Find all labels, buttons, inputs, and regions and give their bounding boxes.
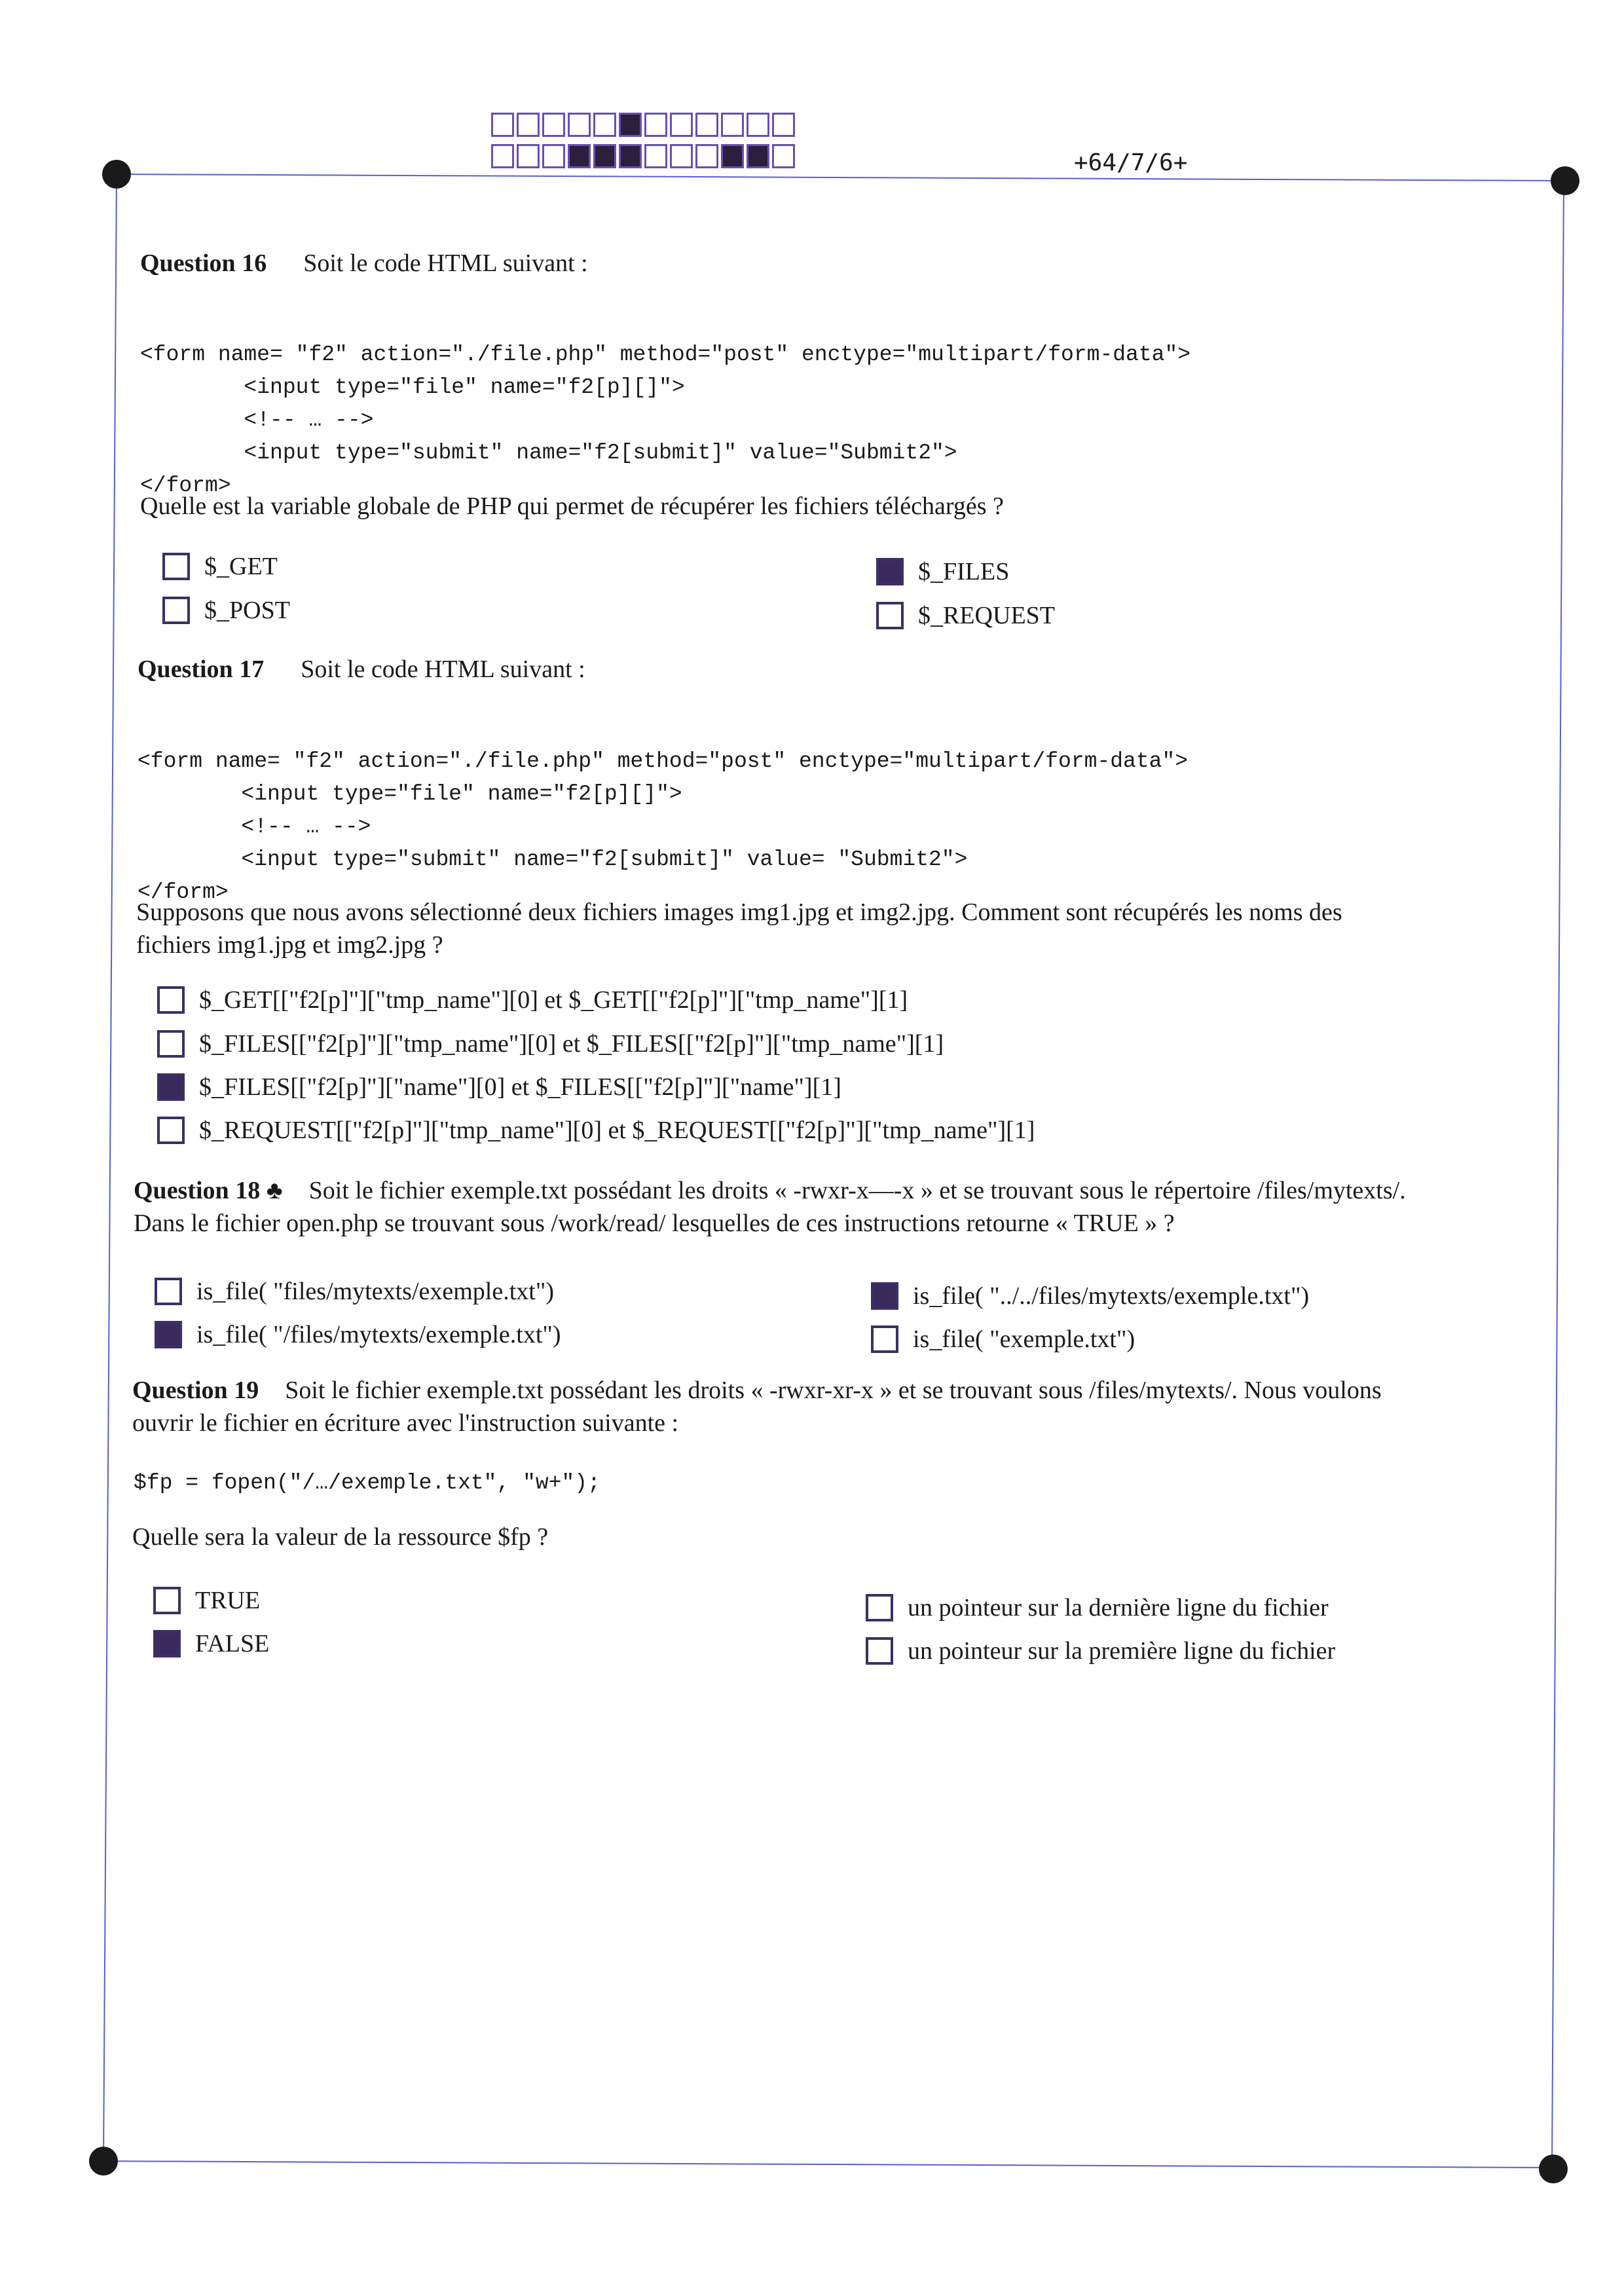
code-line: </form>: [138, 880, 229, 904]
answer-label: is_file( "exemple.txt"): [913, 1325, 1135, 1353]
id-box: [491, 113, 514, 137]
corner-marker-bottom-left: [89, 2147, 118, 2176]
q16-answer[interactable]: [876, 601, 1055, 630]
checkbox[interactable]: [162, 597, 190, 624]
answer-label: TRUE: [195, 1587, 261, 1614]
code-line: <input type="submit" name="f2[submit]" value= "Submit2">: [138, 847, 968, 872]
question-19-code: $fp = fopen("/…/exemple.txt", "w+");: [134, 1471, 600, 1495]
question-17-intro: Soit le code HTML suivant :: [301, 656, 585, 683]
question-16-title: Question 16: [140, 250, 267, 277]
id-box: [517, 144, 540, 168]
id-box: [747, 144, 769, 168]
id-box: [644, 144, 667, 168]
checkbox[interactable]: [871, 1325, 898, 1353]
q17-answer[interactable]: [157, 986, 908, 1014]
q18-answer[interactable]: [871, 1282, 1309, 1310]
q16-answer[interactable]: [162, 596, 290, 625]
answer-label: un pointeur sur la première ligne du fichier: [908, 1637, 1336, 1665]
checkbox[interactable]: [155, 1278, 182, 1305]
checkbox[interactable]: [871, 1282, 898, 1310]
id-box: [568, 113, 591, 137]
q19-answer[interactable]: [153, 1586, 260, 1615]
id-box: [619, 144, 642, 168]
answer-label: is_file( "files/mytexts/exemple.txt"): [196, 1278, 555, 1305]
question-17-line2: fichiers img1.jpg et img2.jpg ?: [136, 931, 443, 959]
id-box: [619, 113, 642, 137]
answer-label: is_file( "../../files/mytexts/exemple.txt"): [913, 1282, 1310, 1310]
id-box: [721, 144, 744, 168]
answer-label: is_file( "/files/mytexts/exemple.txt"): [196, 1321, 561, 1348]
code-line: <!-- … -->: [138, 815, 371, 839]
id-box: [644, 113, 667, 137]
question-18-line1: Soit le fichier exemple.txt possédant les droits « -rwxr-x—-x » et se trouvant sous le répertoire /files/mytexts/.: [308, 1177, 1406, 1204]
id-box: [772, 144, 795, 168]
id-box: [568, 144, 591, 168]
id-box: [721, 113, 744, 137]
question-16-text: Quelle est la variable globale de PHP qui permet de récupérer les fichiers téléchargés ?: [140, 492, 1004, 520]
code-line: <input type="submit" name="f2[submit]" value="Submit2">: [140, 441, 957, 465]
corner-marker-bottom-right: [1539, 2155, 1568, 2183]
answer-label: $_FILES[["f2[p]"]["tmp_name"][0] et $_FILES[["f2[p]"]["tmp_name"][1]: [199, 1030, 944, 1058]
q16-answer[interactable]: [876, 557, 1009, 586]
answer-label: $_POST: [204, 597, 290, 624]
id-box: [593, 144, 616, 168]
answer-label: FALSE: [195, 1630, 270, 1657]
id-box: [695, 144, 718, 168]
checkbox[interactable]: [157, 1073, 185, 1101]
question-18-title: Question 18 ♣: [134, 1177, 283, 1204]
question-17-title: Question 17: [138, 656, 265, 683]
question-19-line1: Soit le fichier exemple.txt possédant les droits « -rwxr-xr-x » et se trouvant sous /files/mytexts/. Nous voulons: [285, 1377, 1382, 1404]
q18-answer[interactable]: [155, 1277, 554, 1306]
question-18-line2: Dans le fichier open.php se trouvant sous /work/read/ lesquelles de ces instructions retourne « TRUE » ?: [134, 1210, 1175, 1237]
checkbox[interactable]: [866, 1637, 893, 1665]
id-box: [593, 113, 616, 137]
id-box: [542, 113, 565, 137]
question-19-title: Question 19: [132, 1377, 259, 1404]
checkbox[interactable]: [876, 558, 904, 585]
question-17-line1: Supposons que nous avons sélectionné deux fichiers images img1.jpg et img2.jpg. Comment sont récupérés les noms des: [136, 898, 1342, 926]
q17-answer[interactable]: [157, 1029, 944, 1058]
question-19-question: Quelle sera la valeur de la ressource $fp ?: [132, 1523, 549, 1551]
answer-label: $_FILES: [918, 558, 1010, 585]
corner-marker-top-right: [1551, 166, 1579, 195]
q19-answer[interactable]: [153, 1629, 269, 1658]
question-18-text: [134, 1174, 1406, 1240]
student-id-boxes-row2: [491, 144, 795, 168]
answer-label: $_GET: [204, 553, 278, 580]
question-19-text: [132, 1374, 1382, 1439]
student-id-boxes-row1: [491, 113, 795, 137]
code-line: </form>: [140, 473, 231, 498]
answer-label: un pointeur sur la dernière ligne du fichier: [908, 1594, 1329, 1621]
checkbox[interactable]: [157, 1117, 185, 1144]
answer-label: $_GET[["f2[p]"]["tmp_name"][0] et $_GET[["f2[p]"]["tmp_name"][1]: [199, 986, 908, 1014]
id-box: [747, 113, 769, 137]
code-line: <input type="file" name="f2[p][]">: [140, 375, 685, 399]
question-16-header: [140, 248, 588, 279]
checkbox[interactable]: [876, 602, 904, 629]
code-line: <form name= "f2" action="./file.php" method="post" enctype="multipart/form-data">: [140, 343, 1191, 367]
q17-answer[interactable]: [157, 1073, 841, 1102]
id-box: [695, 113, 718, 137]
question-17-text: [136, 896, 1342, 961]
code-line: <!-- … -->: [140, 408, 374, 432]
id-box: [670, 144, 693, 168]
id-box: [670, 113, 693, 137]
id-box: [517, 113, 540, 137]
code-line: <form name= "f2" action="./file.php" method="post" enctype="multipart/form-data">: [138, 749, 1189, 773]
q19-answer[interactable]: [866, 1593, 1329, 1622]
checkbox[interactable]: [866, 1594, 893, 1621]
answer-label: $_FILES[["f2[p]"]["name"][0] et $_FILES[["f2[p]"]["name"][1]: [199, 1073, 841, 1101]
q18-answer[interactable]: [871, 1325, 1135, 1354]
id-box: [542, 144, 565, 168]
id-box: [772, 113, 795, 137]
checkbox[interactable]: [153, 1630, 181, 1657]
code-line: <input type="file" name="f2[p][]">: [138, 782, 682, 806]
answer-label: $_REQUEST: [918, 602, 1055, 629]
checkbox[interactable]: [157, 1030, 185, 1058]
question-19-line2: ouvrir le fichier en écriture avec l'instruction suivante :: [132, 1409, 679, 1437]
question-16-intro: Soit le code HTML suivant :: [303, 250, 588, 277]
q19-answer[interactable]: [866, 1637, 1335, 1665]
id-box: [491, 144, 514, 168]
q16-answer[interactable]: [162, 552, 278, 581]
corner-marker-top-left: [102, 160, 131, 189]
question-17-header: [138, 654, 585, 685]
checkbox[interactable]: [153, 1587, 181, 1614]
checkbox[interactable]: [162, 553, 190, 580]
answer-label: $_REQUEST[["f2[p]"]["tmp_name"][0] et $_REQUEST[["f2[p]"]["tmp_name"][1]: [199, 1117, 1035, 1144]
checkbox[interactable]: [155, 1321, 182, 1348]
q17-answer[interactable]: [157, 1116, 1035, 1145]
q18-answer[interactable]: [155, 1320, 561, 1349]
checkbox[interactable]: [157, 986, 185, 1014]
page-code: +64/7/6+: [1074, 149, 1188, 176]
